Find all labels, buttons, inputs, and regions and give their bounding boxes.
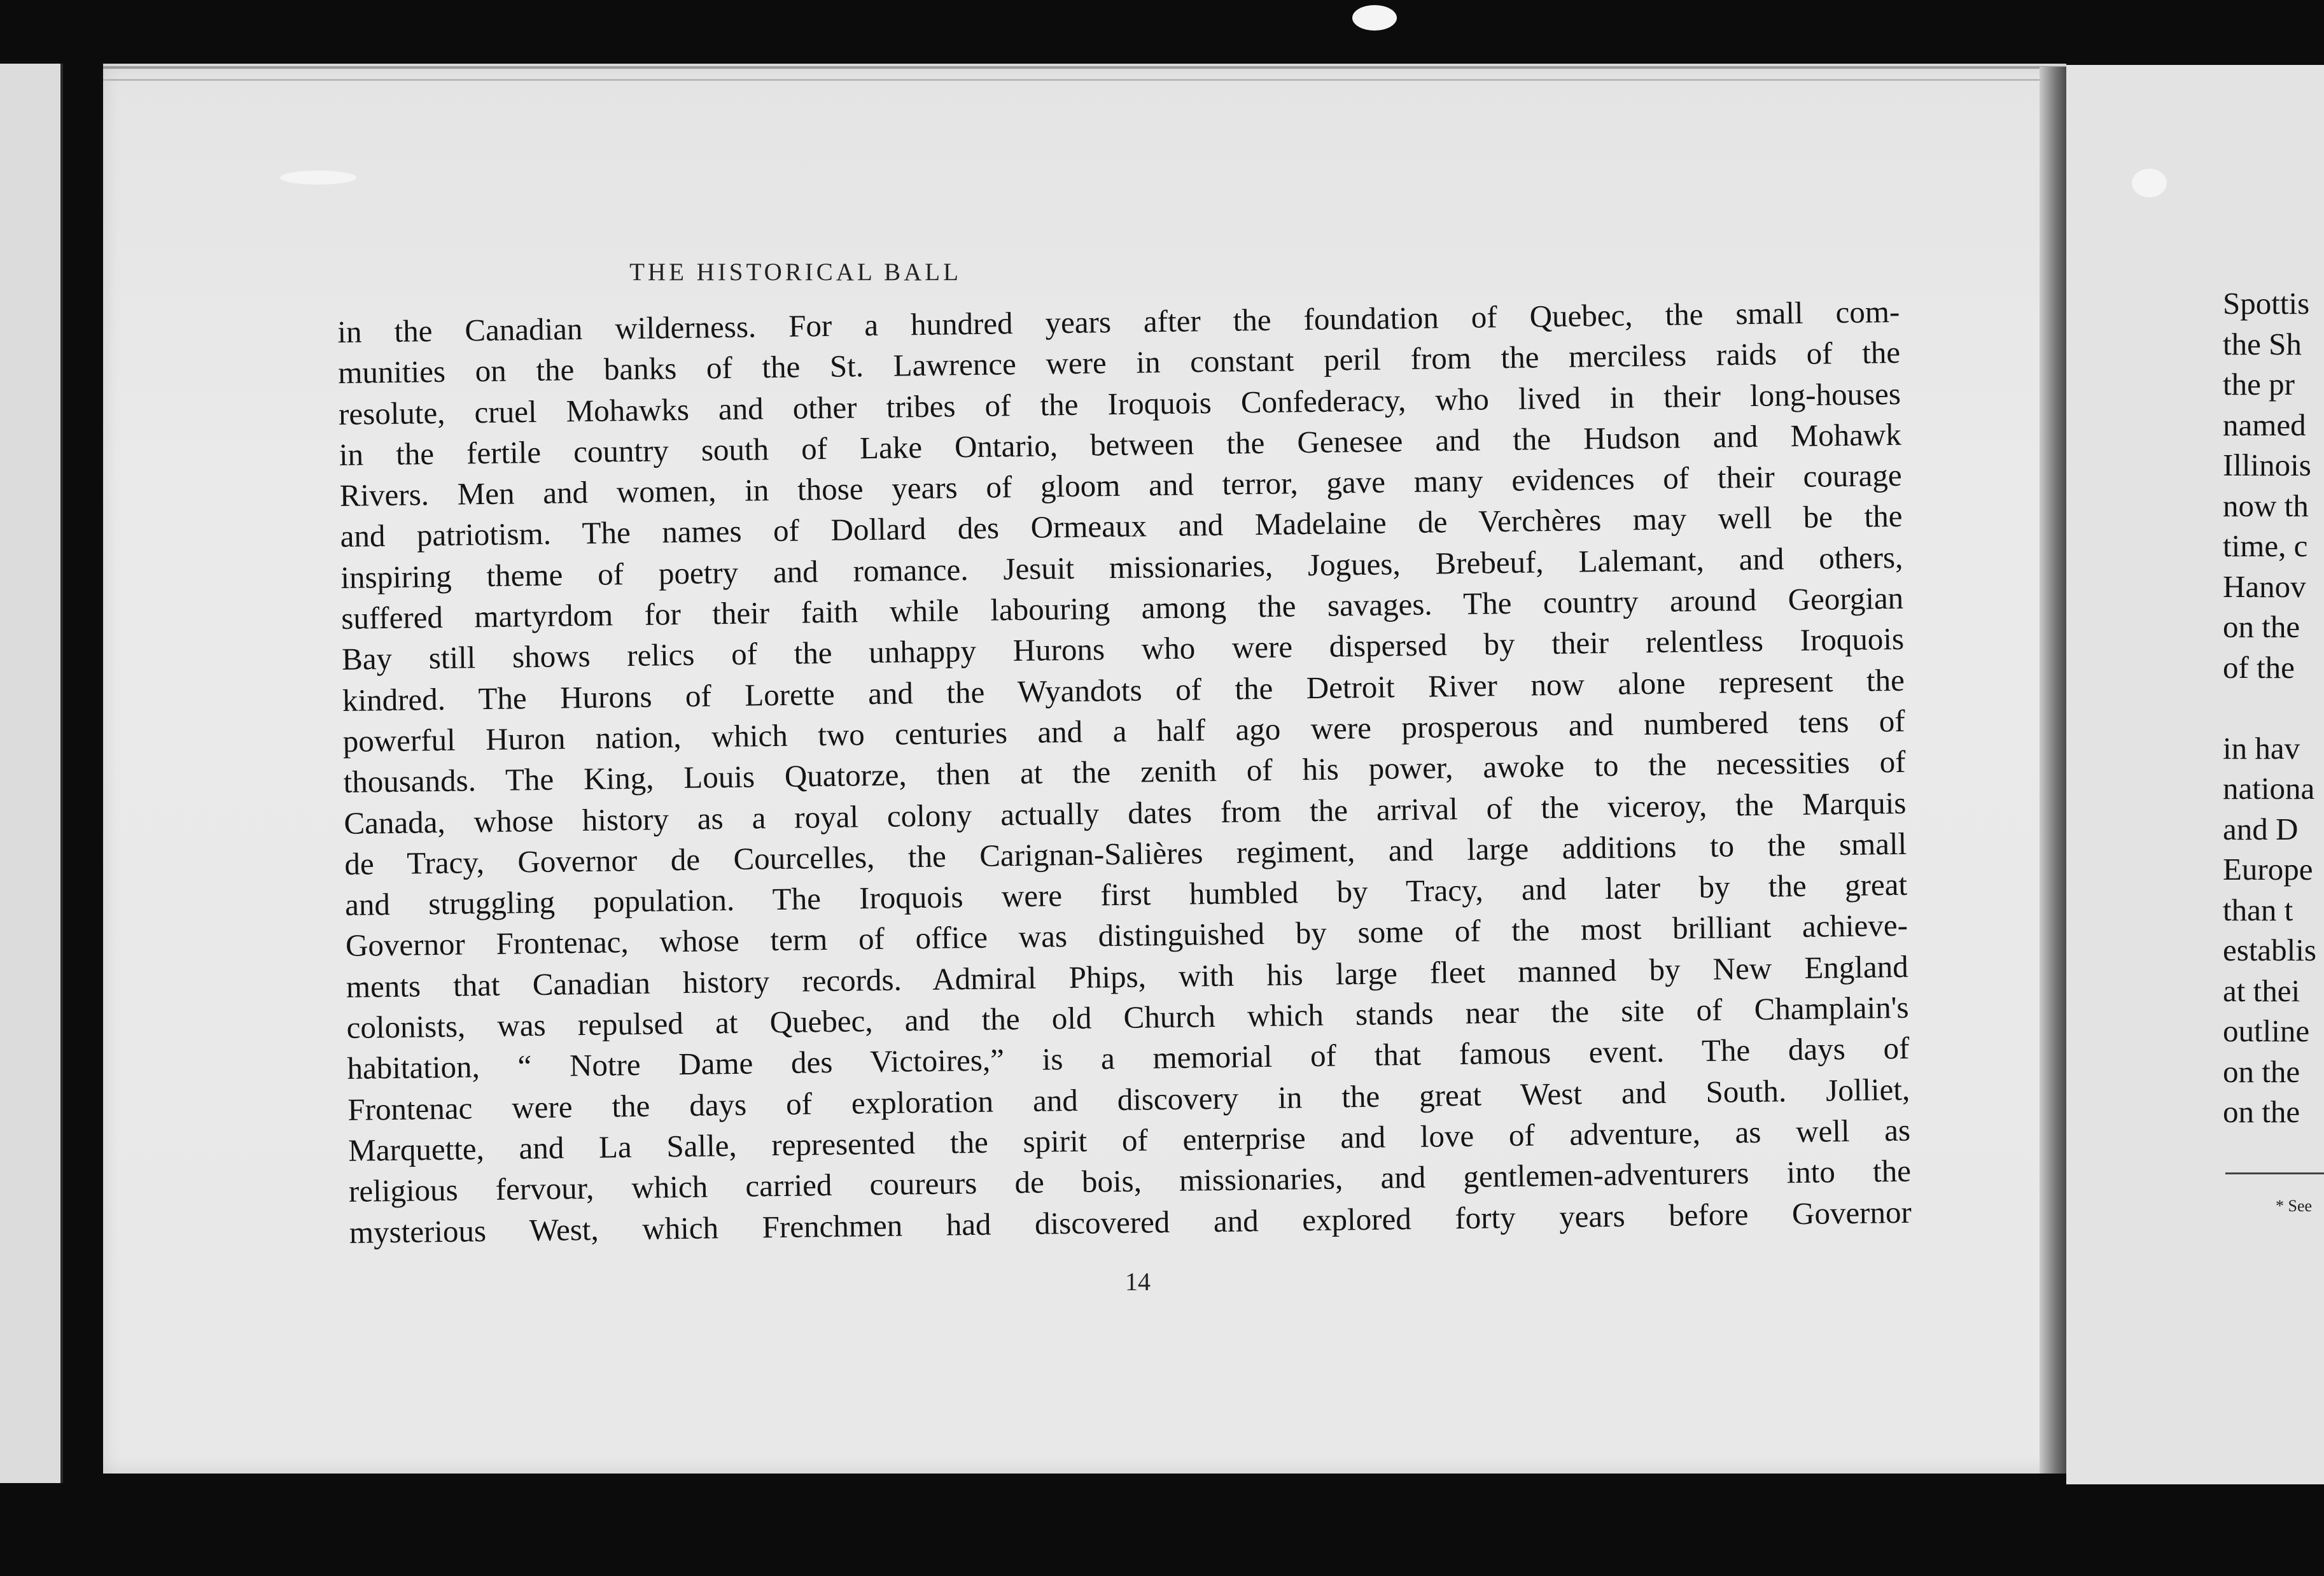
right-text-line: on the [2223, 609, 2300, 644]
right-text-line: nationa [2223, 771, 2315, 806]
right-text-line: time, c [2223, 528, 2308, 563]
text-line: Canada, whose history as a royal colony actually dates from the arrival of the viceroy, the Marquis [344, 785, 1907, 841]
text-line: kindred. The Hurons of Lorette and the Wyandots of the Detroit River now alone represent the [342, 662, 1905, 718]
text-line: resolute, cruel Mohawks and other tribes of the Iroquois Confederacy, who lived in their long-houses [338, 376, 1901, 432]
text-line: and struggling population. The Iroquois were first humbled by Tracy, and later by the great [344, 866, 1908, 923]
right-text-line: outline [2223, 1013, 2310, 1048]
right-text-line: in hav [2223, 730, 2300, 766]
right-text-line: on the [2223, 1094, 2300, 1129]
text-line: de Tracy, Governor de Courcelles, the Carignan-Salières regiment, and large additions to the small [344, 826, 1907, 882]
right-page-text [2223, 283, 2316, 1132]
text-line: in the Canadian wilderness. For a hundred years after the foundation of Quebec, the small com- [337, 293, 1900, 349]
scan-speck [280, 171, 356, 185]
text-line: colonists, was repulsed at Quebec, and the old Church which stands near the site of Champlain's [346, 989, 1909, 1045]
text-line: Rivers. Men and women, in those years of gloom and terror, gave many evidences of their courage [339, 458, 1902, 514]
footnote-fragment: * See [2276, 1197, 2313, 1215]
text-line: in the fertile country south of Lake Ontario, between the Genesee and the Hudson and Mohawk [339, 416, 1902, 472]
text-line: ments that Canadian history records. Admiral Phips, with his large fleet manned by New England [346, 948, 1909, 1004]
text-line: religious fervour, which carried coureurs de bois, missionaries, and gentlemen-adventurers into the [348, 1153, 1912, 1209]
right-text-line: at thei [2223, 973, 2300, 1008]
right-text-line: Illinois [2223, 447, 2311, 482]
right-text-line: of the [2223, 649, 2295, 685]
running-head: THE HISTORICAL BALL [629, 258, 962, 286]
right-text-line: Spottis [2223, 286, 2310, 321]
scan-speck [2132, 169, 2167, 197]
text-line: inspiring theme of poetry and romance. Jesuit missionaries, Jogues, Brebeuf, Lalemant, and others, [340, 539, 1903, 595]
right-text-line: Hanov [2223, 568, 2306, 604]
right-text-line: now th [2223, 488, 2309, 523]
text-line: powerful Huron nation, which two centuries and a half ago were prosperous and numbered tens of [342, 703, 1905, 759]
right-text-line: named [2223, 407, 2306, 442]
body-text [337, 292, 1912, 1253]
footnote-rule [2225, 1172, 2324, 1174]
text-line: Governor Frontenac, whose term of office was distinguished by some of the most brilliant achieve- [345, 908, 1908, 964]
page-top-rule [103, 66, 2066, 81]
page-gutter-shadow [2040, 67, 2066, 1474]
right-text-line: the Sh [2223, 326, 2302, 362]
text-line: mysterious West, which Frenchmen had discovered and explored forty years before Governor [349, 1194, 1912, 1250]
scan-speck [1352, 5, 1397, 31]
right-text-line: and D [2223, 811, 2299, 847]
right-text-line: the pr [2223, 367, 2295, 402]
right-text-line: on the [2223, 1053, 2300, 1089]
text-line: munities on the banks of the St. Lawrence were in constant peril from the merciless raids of the [337, 335, 1901, 391]
right-text-line: than t [2223, 892, 2293, 927]
right-text-line: Europe [2223, 852, 2313, 887]
text-line: Bay still shows relics of the unhappy Hurons who were dispersed by their relentless Iroquois [341, 621, 1905, 677]
right-text-line [2223, 687, 2316, 728]
text-line: habitation, “ Notre Dame des Victoires,” is a memorial of that famous event. The days of [347, 1031, 1910, 1087]
right-text-line: establis [2223, 932, 2316, 967]
page-number: 14 [1125, 1267, 1151, 1296]
text-line: Marquette, and La Salle, represented the spirit of enterprise and love of adventure, as well as [347, 1112, 1911, 1168]
text-line: suffered martyrdom for their faith while labouring among the savages. The country around Georgian [340, 580, 1904, 637]
text-line: Frontenac were the days of exploration and discovery in the great West and South. Jolliet, [347, 1071, 1910, 1127]
text-line: thousands. The King, Louis Quatorze, then at the zenith of his power, awoke to the necessities of [343, 744, 1906, 800]
left-page-edge [0, 64, 63, 1483]
text-line: and patriotism. The names of Dollard des Ormeaux and Madelaine de Verchères may well be the [340, 498, 1903, 554]
